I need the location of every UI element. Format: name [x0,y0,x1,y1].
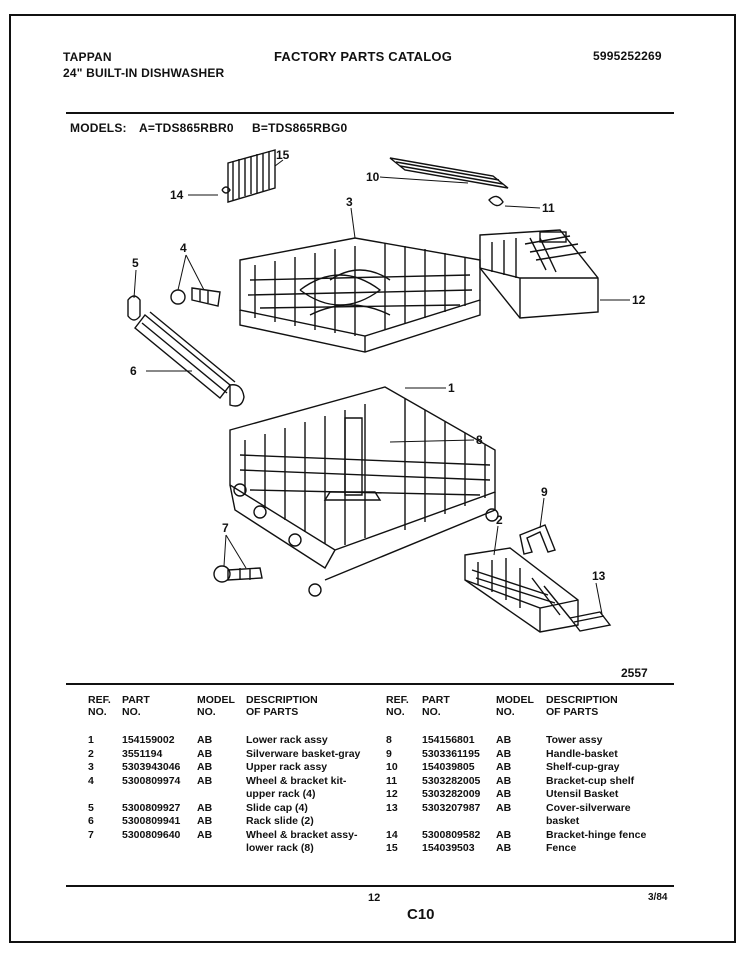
part-number [122,842,197,856]
header-ref: REF. [88,694,111,706]
header-model: MODEL [197,694,235,706]
model-code: AB [496,788,512,800]
header-model: MODEL [496,694,534,706]
part-description: lower rack (8) [246,842,314,854]
part-number [122,788,197,802]
part-description: basket [546,815,580,827]
ref-number: 8 [386,734,392,746]
header-divider [66,112,674,114]
model-b: B=TDS865RBG0 [252,121,348,135]
part-description: Wheel & bracket assy- [246,828,358,841]
callout-15: 15 [276,148,290,162]
ref-number: 14 [386,828,398,841]
model-code: AB [197,815,213,827]
model-code: AB [496,842,512,854]
model-code: AB [496,828,512,841]
table-row [88,802,378,816]
parts-table-right-body [386,734,668,856]
part-description: Cover-silverware [546,801,631,814]
table-row [386,815,668,829]
model-code: AB [496,801,512,814]
ref-number: 9 [386,747,392,760]
model-code [197,788,246,802]
callout-9: 9 [541,485,548,499]
part-description: Rack slide (2) [246,815,314,827]
part-description: Bracket-cup shelf [546,774,635,787]
callout-12: 12 [632,293,646,307]
revision-date: 3/84 [648,892,668,903]
lower-wheel-assembly-part [214,566,262,582]
part-number: 5300809582 [422,828,481,841]
part-number: 5300809927 [122,801,181,814]
part-description: upper rack (4) [246,788,316,800]
table-row [386,748,668,762]
table-top-divider [66,683,674,685]
table-row [88,748,378,762]
ref-number [88,788,122,802]
model-a: A=TDS865RBR0 [139,121,234,135]
part-description: Fence [546,842,577,854]
header-model-no: NO. [496,706,515,718]
exploded-parts-diagram [100,140,660,680]
header-model-no: NO. [197,706,216,718]
section-code: C10 [407,906,435,923]
ref-number: 13 [386,801,398,814]
table-row [386,734,668,748]
part-number: 154039503 [422,842,475,854]
lower-rack-part [230,387,498,596]
header-ref-no: NO. [386,706,405,718]
ref-number: 7 [88,828,94,841]
table-row [88,734,378,748]
header-part: PART [122,694,150,706]
part-number: 5303282005 [422,774,481,787]
header-part-no: NO. [122,706,141,718]
model-code: AB [496,747,512,760]
model-code: AB [197,774,213,787]
rack-slide-part [135,312,244,406]
model-code: AB [197,747,213,760]
part-number: 3551194 [122,747,163,760]
fence-part [222,150,275,202]
page-number: 12 [368,892,381,904]
silverware-basket-part [465,548,578,632]
catalog-title: FACTORY PARTS CATALOG [274,49,453,64]
ref-number: 10 [386,761,398,773]
product-subtitle: 24" BUILT-IN DISHWASHER [63,66,225,80]
callout-10: 10 [366,170,380,184]
table-row [386,775,668,789]
header-desc: DESCRIPTION [246,694,318,706]
model-code [496,815,546,829]
table-row [386,829,668,843]
header-desc-parts: OF PARTS [546,706,599,718]
model-code: AB [496,734,512,746]
part-description: Utensil Basket [546,788,619,800]
models-label: MODELS: [70,121,127,135]
catalog-number: 5995252269 [593,49,662,63]
table-row [88,829,378,843]
brand-name: TAPPAN [63,50,112,64]
callout-1: 1 [448,381,455,395]
slide-cap-part [128,296,140,320]
part-number: 154159002 [122,734,175,746]
part-number: 5303207987 [422,801,481,814]
cup-shelf-bracket-part [489,196,503,205]
table-row [88,815,378,829]
ref-number [88,842,122,856]
table-row [88,775,378,789]
table-row [88,788,378,802]
callout-4: 4 [180,241,187,255]
header-ref-no: NO. [88,706,107,718]
part-number: 154156801 [422,734,475,746]
table-row [88,842,378,856]
table-row [386,788,668,802]
callout-14: 14 [170,188,184,202]
part-number [422,815,496,829]
ref-number: 5 [88,801,94,814]
table-row [88,761,378,775]
part-description: Bracket-hinge fence [546,828,647,841]
callout-8: 8 [476,433,483,447]
model-code: AB [496,761,512,773]
part-description: Lower rack assy [246,734,328,746]
ref-number: 2 [88,747,94,760]
ref-number: 12 [386,788,398,800]
part-description: Silverware basket-gray [246,747,361,760]
ref-number: 11 [386,774,398,787]
wheel-bracket-kit-part [171,288,220,306]
model-code: AB [197,828,213,841]
model-code [197,842,246,856]
part-number: 5303282009 [422,788,481,800]
basket-handle-part [520,525,555,554]
part-description: Handle-basket [546,747,618,760]
footer-divider [66,885,674,887]
callout-13: 13 [592,569,606,583]
ref-number: 6 [88,815,94,827]
parts-table-left [88,694,378,856]
model-code: AB [197,734,213,746]
callout-2: 2 [496,513,503,527]
basket-cover-part [570,612,610,631]
callout-7: 7 [222,521,229,535]
cup-shelf-part [390,158,508,188]
header-desc: DESCRIPTION [546,694,618,706]
ref-number [386,815,422,829]
table-row [386,802,668,816]
callout-11: 11 [542,201,555,215]
part-number: 5300809941 [122,815,181,827]
callout-6: 6 [130,364,137,378]
model-code: AB [496,774,512,787]
callout-5: 5 [132,256,139,270]
part-description: Slide cap (4) [246,801,308,814]
ref-number: 15 [386,842,398,854]
ref-number: 1 [88,734,94,746]
part-number: 5303361195 [422,747,480,760]
model-code: AB [197,761,213,773]
ref-number: 3 [88,761,94,773]
part-description: Upper rack assy [246,761,328,773]
parts-table-left-body [88,734,378,856]
table-row [386,842,668,856]
header-part-no: NO. [422,706,441,718]
figure-number: 2557 [621,666,648,680]
header-part: PART [422,694,450,706]
part-description: Shelf-cup-gray [546,761,620,773]
header-desc-parts: OF PARTS [246,706,299,718]
utensil-basket-part [480,230,598,318]
part-number: 5300809640 [122,828,181,841]
part-number: 5303943046 [122,761,181,773]
part-number: 154039805 [422,761,475,773]
upper-rack-part [240,238,480,352]
ref-number: 4 [88,774,94,787]
part-description: Wheel & bracket kit- [246,774,347,787]
part-number: 5300809974 [122,774,181,787]
part-description: Tower assy [546,734,603,746]
parts-table-right [386,694,668,856]
table-row [386,761,668,775]
model-code: AB [197,801,213,814]
header-ref: REF. [386,694,409,706]
callout-3: 3 [346,195,353,209]
